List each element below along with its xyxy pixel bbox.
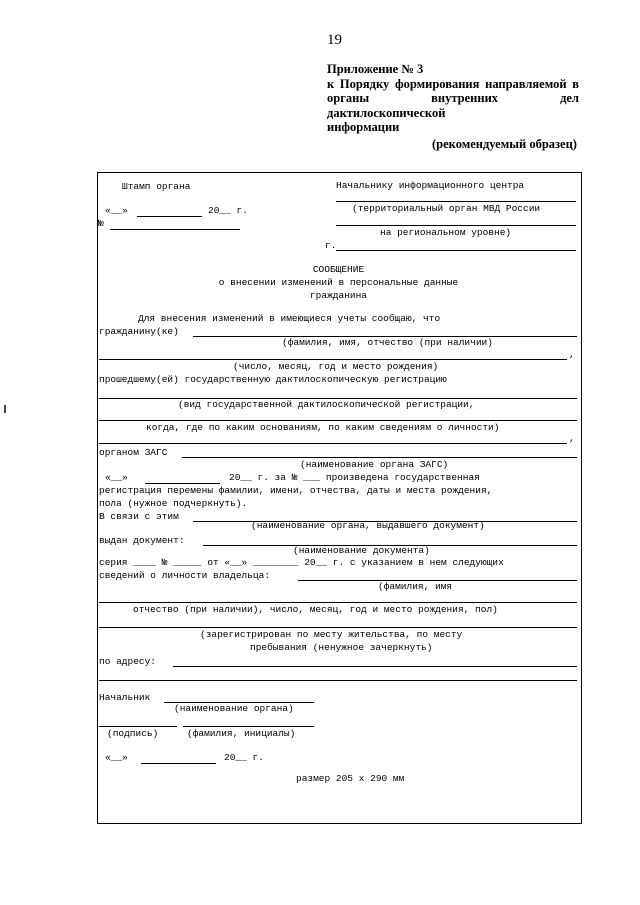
address-line [173, 666, 577, 667]
fio-hint: (фамилия, имя, отчество (при наличии) [282, 337, 493, 348]
patronymic-hint: отчество (при наличии), число, месяц, год и место рождения, пол) [133, 604, 498, 615]
owner-label: сведений о личности владельца: [99, 570, 271, 581]
regional-hint: на региональном уровне) [380, 227, 512, 238]
addressee-line [336, 201, 576, 202]
made-record: 20__ г. за № ___ произведена государственная [229, 472, 480, 483]
territorial-hint: (территориальный орган МВД России [352, 203, 541, 214]
sign-date-year: 20__ г. [224, 752, 264, 763]
doc-hint: (наименование документа) [293, 545, 430, 556]
recommended-sample: (рекомендуемый образец) [432, 137, 577, 151]
appendix-line-3: информации [327, 120, 400, 134]
when-hint: когда, где по каким основаниям, по каким сведениям о личности) [146, 422, 500, 433]
city-line [336, 250, 576, 251]
sign-date-line [141, 763, 216, 764]
comma-1: , [569, 349, 575, 360]
sex-line: пола (нужное подчеркнуть). [99, 498, 248, 509]
appendix-title: Приложение № 3 [327, 62, 424, 76]
address-label: по адресу: [99, 656, 157, 667]
org-hint: (наименование органа) [174, 703, 294, 714]
message-heading: СООБЩЕНИЕ [312, 264, 365, 275]
size-note: размер 205 x 290 мм [296, 773, 405, 784]
number-sign: № [98, 218, 104, 229]
territorial-line [336, 225, 576, 226]
comma-2: , [569, 433, 575, 444]
citizen-label: гражданину(ке) [99, 326, 179, 337]
registered-hint-2: пребывания (ненужное зачеркнуть) [250, 642, 433, 653]
signature-hint: (подпись) [107, 728, 159, 739]
dob-hint: (число, месяц, год и место рождения) [233, 361, 439, 372]
name-hint: (фамилия, имя [378, 581, 453, 592]
date-line [137, 216, 202, 217]
scan-mark [4, 405, 6, 413]
appendix-line-2: органы внутренних дел дактилоскопической [327, 91, 579, 120]
appendix-header [327, 62, 579, 135]
stamp-label: Штамп органа [122, 181, 191, 192]
date-year: 20__ г. [208, 205, 248, 216]
kind-hint: (вид государственной дактилоскопической регистрации, [178, 399, 475, 410]
kind-line [99, 420, 577, 421]
registration-line: регистрация перемены фамилии, имени, отчества, даты и места рождения, [99, 485, 493, 496]
chief-label: Начальник [99, 692, 151, 703]
registered-hint-1: (зарегистрирован по месту жительства, по месту [200, 629, 463, 640]
citizen-line-2 [99, 359, 567, 360]
initials-line [183, 726, 314, 727]
city-label: г. [325, 240, 337, 251]
issued-label: выдан документ: [99, 535, 185, 546]
in-connection-label: В связи с этим [99, 511, 179, 522]
patronymic-line [99, 627, 577, 628]
issuer-hint: (наименование органа, выдавшего документ) [251, 520, 485, 531]
address-line-2 [99, 680, 577, 681]
appendix-line-1: к Порядку формирования направляемой в [327, 76, 579, 91]
page-number: 19 [327, 32, 342, 48]
paragraph-intro: Для внесения изменений в имеющиеся учеты сообщаю, что [138, 313, 441, 324]
zags-line [182, 457, 577, 458]
when-line [99, 443, 567, 444]
series-line: серия ____ № _____ от «__» ________ 20__ г. с указанием в нем следующих [99, 557, 504, 568]
made-date-quote: «__» [105, 472, 128, 483]
name-line [99, 602, 577, 603]
made-date-line [145, 483, 220, 484]
date-quote: «__» [105, 205, 128, 216]
initials-hint: (фамилия, инициалы) [187, 728, 296, 739]
sign-date-quote: «__» [105, 752, 128, 763]
message-subheading: о внесении изменений в персональные данные [218, 277, 459, 288]
number-line [110, 229, 240, 230]
message-subheading-2: гражданина [309, 290, 367, 301]
addressee: Начальнику информационного центра [336, 180, 525, 191]
signature-line [99, 726, 177, 727]
zags-hint: (наименование органа ЗАГС) [300, 459, 449, 470]
passed-label: прошедшему(ей) государственную дактилоскопическую регистрацию [99, 374, 447, 385]
zags-label: органом ЗАГС [99, 447, 168, 458]
